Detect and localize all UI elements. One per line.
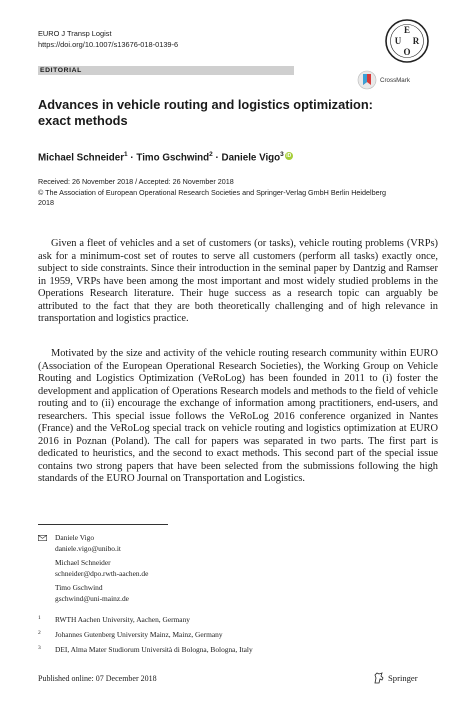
contact-name: Michael Schneider bbox=[55, 558, 111, 567]
affiliation-text: Johannes Gutenberg University Mainz, Mainz, Germany bbox=[55, 630, 223, 639]
copyright-year: 2018 bbox=[38, 198, 54, 207]
crossmark-button[interactable] bbox=[357, 69, 433, 91]
doi-link[interactable]: https://doi.org/10.1007/s13676-018-0139-6 bbox=[38, 40, 179, 49]
affiliation-text: RWTH Aachen University, Aachen, Germany bbox=[55, 615, 190, 624]
euro-logo-letter-o: O bbox=[403, 47, 411, 57]
affiliation-text: DEI, Alma Mater Studiorum Università di Bologna, Bologna, Italy bbox=[55, 645, 253, 654]
contact-name: Daniele Vigo bbox=[55, 533, 95, 542]
author-name[interactable]: Timo Gschwind bbox=[136, 152, 210, 164]
contact-email[interactable]: gschwind@uni-mainz.de bbox=[55, 593, 129, 603]
contact-email[interactable]: daniele.vigo@unibo.it bbox=[55, 543, 121, 553]
contact-name: Timo Gschwind bbox=[55, 583, 103, 592]
author-separator: · bbox=[130, 152, 134, 164]
footnote-divider bbox=[38, 524, 168, 525]
section-label: EDITORIAL bbox=[40, 67, 82, 74]
author-affil-ref: 1 bbox=[124, 151, 128, 158]
author-name[interactable]: Daniele Vigo bbox=[221, 152, 281, 164]
author-affil-ref: 2 bbox=[209, 151, 213, 158]
euro-logo-letter-r: R bbox=[412, 36, 420, 46]
author-separator: · bbox=[215, 152, 219, 164]
title-line-2: exact methods bbox=[38, 113, 128, 128]
crossmark-label: CrossMark bbox=[380, 76, 410, 84]
body-paragraph: Given a fleet of vehicles and a set of customers (or tasks), vehicle routing problems (VRPs) ask for a minimum-cost set of routes to serve all customers (perform all tasks) exactly once, subject to side constraints. Since their introduction in the seminal paper by Dantzig and Ramser in 1959, VRPs have been among the most important and most widely studied problems in the Operations Research literature. Their huge success as a research topic can arguably be attributed to the fact that they are both theoretically challenging and of high relevance in transportation and logistics practice. bbox=[38, 238, 438, 324]
author-affil-ref: 3 bbox=[280, 151, 284, 158]
article-title bbox=[38, 97, 438, 129]
title-line-1: Advances in vehicle routing and logistics optimization: bbox=[38, 97, 373, 112]
euro-logo-letter-e: E bbox=[403, 25, 411, 35]
journal-name: EURO J Transp Logist bbox=[38, 29, 112, 38]
affiliation-number: 1 bbox=[38, 615, 41, 621]
contact-email[interactable]: schneider@dpo.rwth-aachen.de bbox=[55, 568, 149, 578]
publisher-logo[interactable] bbox=[373, 671, 443, 685]
envelope-icon bbox=[38, 535, 47, 541]
publisher-name: Springer bbox=[388, 673, 418, 683]
crossmark-icon bbox=[357, 70, 377, 90]
springer-horse-icon bbox=[373, 672, 385, 684]
orcid-icon[interactable] bbox=[285, 152, 293, 160]
author-name[interactable]: Michael Schneider bbox=[38, 152, 125, 164]
received-accepted-dates: Received: 26 November 2018 / Accepted: 26 November 2018 bbox=[38, 177, 234, 186]
article-meta bbox=[38, 177, 438, 209]
euro-logo-icon bbox=[384, 18, 430, 64]
published-date: Published online: 07 December 2018 bbox=[38, 674, 157, 683]
affiliation-number: 2 bbox=[38, 630, 41, 636]
copyright-line: © The Association of European Operational Research Societies and Springer-Verlag GmbH Berlin Heidelberg bbox=[38, 187, 386, 197]
body-paragraph: Motivated by the size and activity of the vehicle routing research community within EURO (Association of the European Operational Research Societies), the Working Group on Vehicle Routing and Logistics Optimization (VeRoLog) has been founded in 2011 to (i) foster the development and application of Operations Research models and methods to the field of vehicle routing and to (ii) encourage the exchange of information among practitioners, end-users, and researchers. This special issue follows the VeRoLog 2016 conference organized in Nantes (France) and the VeRoLog special track on vehicle routing and logistics optimization at EURO 2016 in Poznan (Poland). The call for papers was separated in two parts. The first part is dedicated to heuristics, and the second to exact methods. This second part of the special issue contains two strong papers that have been selected from the submissions following the high standards of the EURO Journal on Transportation and Logistics. bbox=[38, 348, 438, 484]
affiliation-number: 3 bbox=[38, 645, 41, 651]
euro-logo-letter-u: U bbox=[394, 36, 402, 46]
journal-header bbox=[38, 28, 178, 50]
orcid-glyph: iD bbox=[286, 153, 292, 160]
author-list bbox=[38, 148, 458, 164]
